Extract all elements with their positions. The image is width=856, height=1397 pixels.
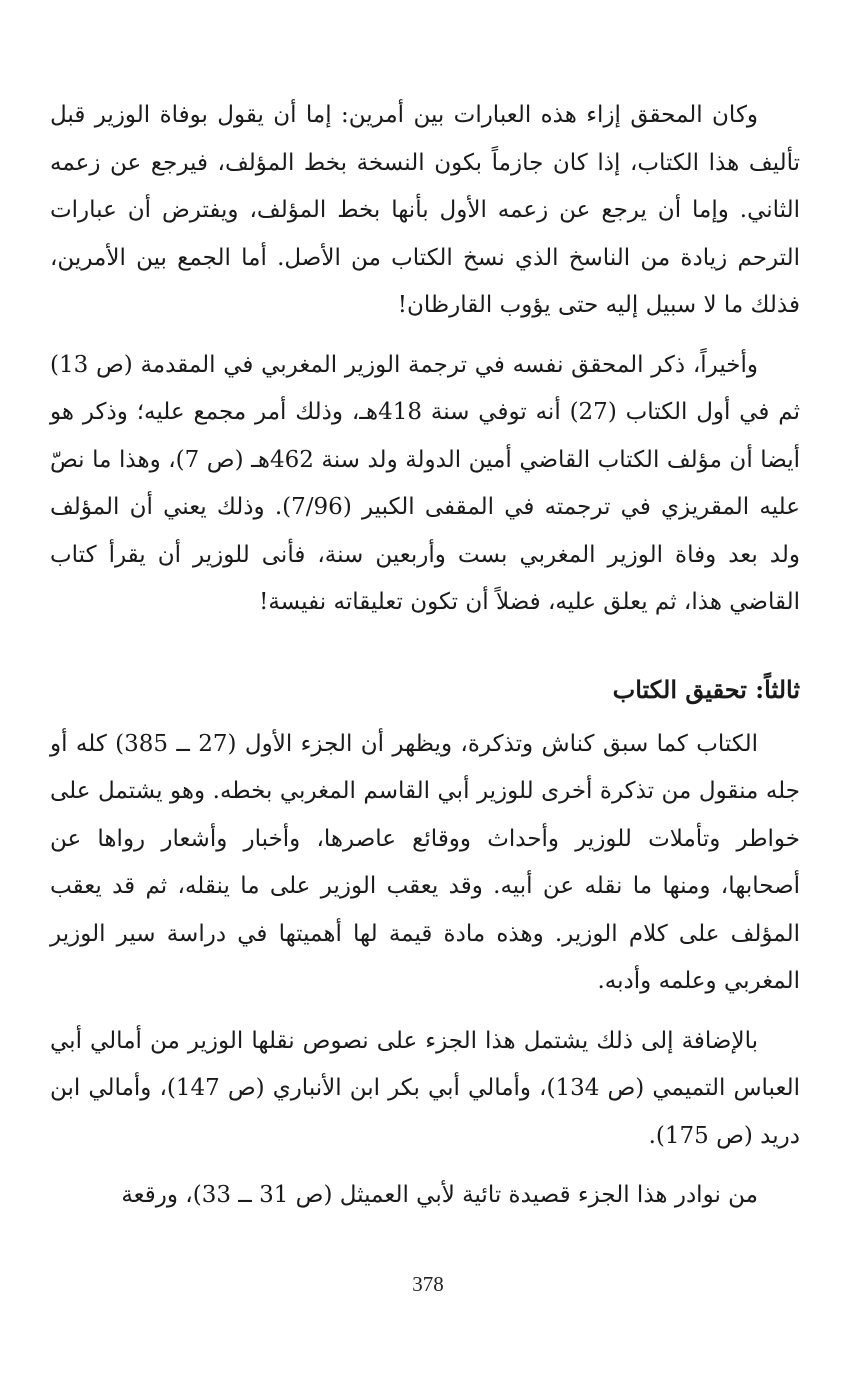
page-number: 378 <box>412 1272 444 1296</box>
paragraph-5: من نوادر هذا الجزء قصيدة تائية لأبي العميثل (ص 31 ــ 33)، ورقعة <box>121 1182 758 1208</box>
page-body <box>50 92 800 1232</box>
section-heading: ثالثاً: تحقيق الكتاب <box>612 674 800 704</box>
paragraph-2: وأخيراً، ذكر المحقق نفسه في ترجمة الوزير المغربي في المقدمة (ص 13) ثم في أول الكتاب (27) أنه توفي سنة 418هـ، وذلك أمر مجمع عليه؛ وذكر هو أيضا أن مؤلف الكتاب القاضي أمين الدولة ولد سنة 462هـ (ص 7)، وهذا ما نصّ عليه المقريزي في ترجمته في المقفى الكبير (7/96). وذلك يعني أن المؤلف ولد بعد وفاة الوزير المغربي بست وأربعين سنة، فأنى للوزير أن يقرأ كتاب القاضي هذا، ثم يعلق عليه، فضلاً أن تكون تعليقاته نفيسة! <box>50 351 800 615</box>
paragraph-1: وكان المحقق إزاء هذه العبارات بين أمرين: إما أن يقول بوفاة الوزير قبل تأليف هذا الكتاب، إذا كان جازماً بكون النسخة بخط المؤلف، فيرجع عن زعمه الثاني. وإما أن يرجع عن زعمه الأول بأنها بخط المؤلف، ويفترض أن عبارات الترحم زيادة من الناسخ الذي نسخ الكتاب من الأصل. أما الجمع بين الأمرين، فذلك ما لا سبيل إليه حتى يؤوب القارظان! <box>50 102 800 318</box>
paragraph-3: الكتاب كما سبق كناش وتذكرة، ويظهر أن الجزء الأول (27 ــ 385) كله أو جله منقول من تذكرة أخرى للوزير أبي القاسم المغربي بخطه. وهو يشتمل على خواطر وتأملات للوزير وأحداث ووقائع عاصرها، وأخبار وأشعار رواها عن أصحابها، ومنها ما نقله عن أبيه. وقد يعقب الوزير على ما ينقله، ثم قد يعقب المؤلف على كلام الوزير. وهذه مادة قيمة لها أهميتها في دراسة سير الوزير المغربي وعلمه وأدبه. <box>50 730 800 994</box>
paragraph-4: بالإضافة إلى ذلك يشتمل هذا الجزء على نصوص نقلها الوزير من أمالي أبي العباس التميمي (ص 134)، وأمالي أبي بكر ابن الأنباري (ص 147)، وأمالي ابن دريد (ص 175). <box>50 1027 800 1149</box>
